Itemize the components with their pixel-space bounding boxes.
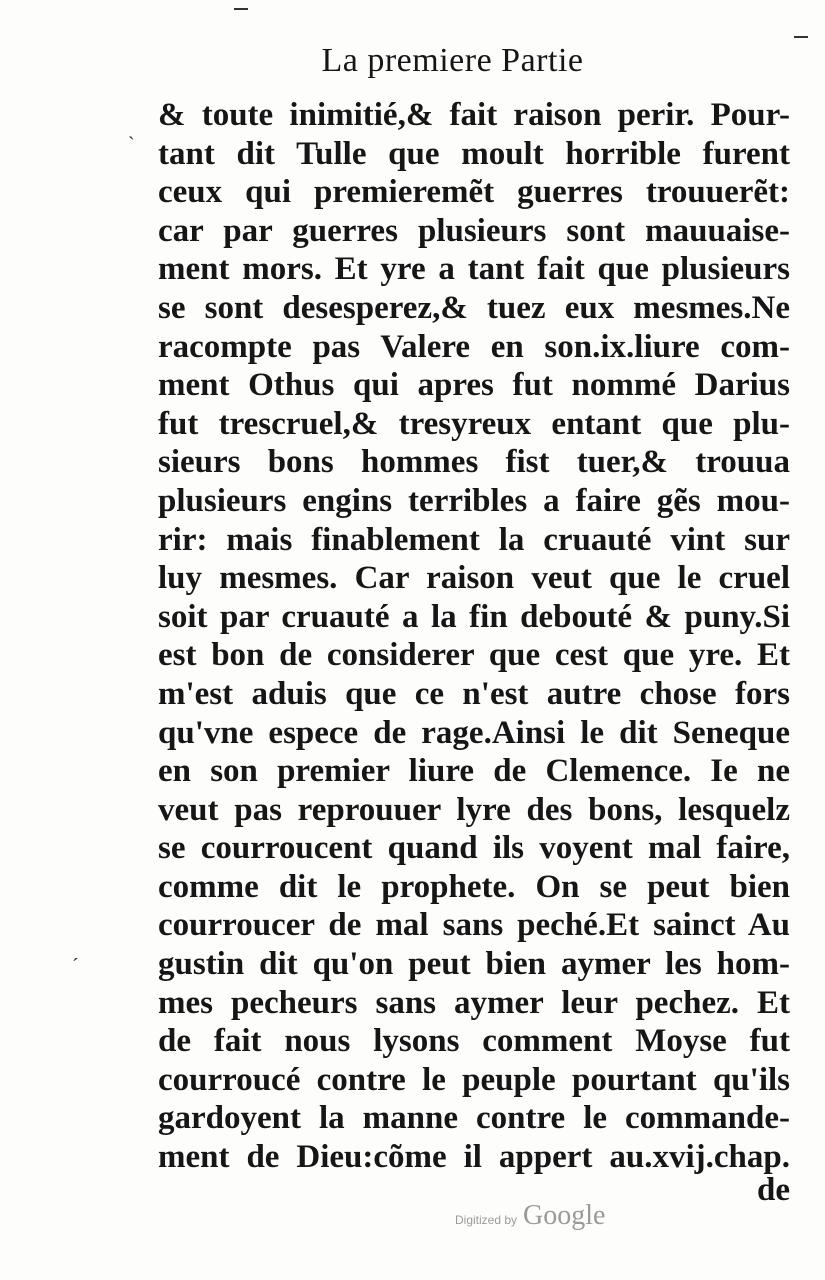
catchword: de bbox=[757, 1172, 790, 1208]
text-line: veut pas reprouuer lyre des bons, lesquelz bbox=[158, 791, 790, 828]
text-line: ment Othus qui apres fut nommé Darius bbox=[158, 367, 790, 404]
text-line: racompte pas Valere en son.ix.liure com- bbox=[158, 328, 790, 365]
text-line: est bon de considerer que cest que yre. Et bbox=[158, 637, 790, 674]
text-line: ment de Dieu:cõme il appert au.xvij.chap. bbox=[158, 1139, 790, 1176]
text-line: sieurs bons hommes fist tuer,& trouua bbox=[158, 444, 790, 481]
text-line: rir: mais finablement la cruauté vint sur bbox=[158, 521, 790, 558]
text-line: gustin dit qu'on peut bien aymer les hom- bbox=[158, 946, 790, 983]
ink-mark: ˊ bbox=[72, 955, 79, 977]
body-text bbox=[158, 96, 790, 1177]
text-line: courroucer de mal sans peché.Et sainct Au bbox=[158, 907, 790, 944]
text-line: courroucé contre le peuple pourtant qu'ils bbox=[158, 1061, 790, 1098]
text-line: qu'vne espece de rage.Ainsi le dit Seneque bbox=[158, 714, 790, 751]
text-line: mes pecheurs sans aymer leur pechez. Et bbox=[158, 984, 790, 1021]
google-logo: Google bbox=[523, 1200, 606, 1231]
running-header: La premiere Partie bbox=[321, 42, 584, 79]
text-line: m'est aduis que ce n'est autre chose fors bbox=[158, 675, 790, 712]
ink-mark bbox=[794, 36, 808, 38]
text-line: ment mors. Et yre a tant fait que plusieurs bbox=[158, 251, 790, 288]
watermark-caption: Digitized by bbox=[455, 1213, 518, 1227]
text-line: fut trescruel,& tresyreux entant que plu- bbox=[158, 405, 790, 442]
text-line: comme dit le prophete. On se peut bien bbox=[158, 868, 790, 905]
text-line: en son premier liure de Clemence. Ie ne bbox=[158, 753, 790, 790]
text-line: se sont desesperez,& tuez eux mesmes.Ne bbox=[158, 289, 790, 326]
text-line: de fait nous lysons comment Moyse fut bbox=[158, 1023, 790, 1060]
text-line: ceux qui premieremẽt guerres trouuerẽt: bbox=[158, 174, 790, 211]
text-line: plusieurs engins terribles a faire gẽs mou- bbox=[158, 482, 790, 519]
text-line: car par guerres plusieurs sont mauuaise- bbox=[158, 212, 790, 249]
text-line: tant dit Tulle que moult horrible furent bbox=[158, 135, 790, 172]
ink-mark bbox=[234, 8, 248, 10]
text-line: se courroucent quand ils voyent mal faire, bbox=[158, 830, 790, 867]
text-line: luy mesmes. Car raison veut que le cruel bbox=[158, 560, 790, 597]
text-line: soit par cruauté a la fin debouté & puny.Si bbox=[158, 598, 790, 635]
ink-mark: ˏ bbox=[128, 118, 135, 140]
digitization-watermark bbox=[455, 1200, 605, 1232]
text-line: & toute inimitié,& fait raison perir. Pour- bbox=[158, 97, 790, 133]
text-line: gardoyent la manne contre le commande- bbox=[158, 1100, 790, 1137]
